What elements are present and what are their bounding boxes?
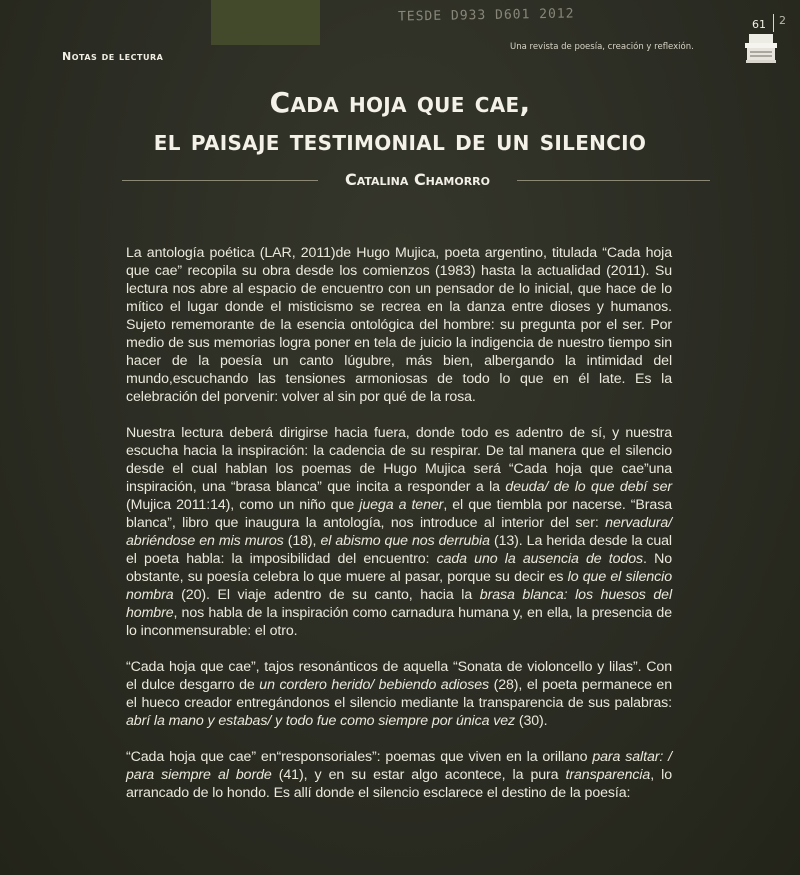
title-line-1: Cada hoja que cae,	[269, 86, 531, 119]
quoted-verse: un cordero herido/ bebiendo adioses	[259, 677, 490, 693]
body-paragraph	[126, 424, 672, 640]
quoted-verse: nervadura/ abriéndose en mis muros	[126, 515, 672, 549]
paragraph-text: (13). La herida desde la cual el poeta habla: la imposibilidad del encuentro:	[126, 533, 672, 567]
paragraph-text: (18),	[283, 533, 321, 549]
body-paragraph	[126, 748, 672, 802]
paragraph-text: (28), el poeta permanece en el hueco creador entregándonos el silencio mediante la transparencia de sus palabras:	[126, 677, 673, 711]
paragraph-text: (Mujica 2011:14), como un niño que	[126, 497, 360, 513]
paragraph-text: Nuestra lectura deberá dirigirse hacia fuera, donde todo es adentro de sí, y nuestra escucha hacia la inspiración: la cadencia de su respirar. De tal manera que el silencio desde el cual hablan los poemas de Hugo Mujica será “Cada hoja que cae”una inspiración, una “brasa blanca” que incita a responder a la	[126, 425, 672, 495]
page-number: 61	[752, 18, 766, 31]
paragraph-text: . No obstante, su poesía celebra lo que muere al pasar, porque su decir es	[126, 551, 673, 585]
body-paragraph	[126, 244, 672, 406]
quoted-verse: deuda/ de lo que debí ser	[505, 479, 672, 495]
page-number-annotation: 2	[779, 14, 786, 27]
magazine-tagline: Una revista de poesía, creación y reflexión.	[510, 42, 694, 52]
quoted-verse: juega a tener	[359, 497, 444, 513]
quoted-verse: brasa blanca: los huesos del hombre	[126, 587, 672, 621]
quoted-verse: transparencia	[565, 767, 651, 783]
paragraph-text: , lo arrancado de lo hondo. Es allí donde el silencio esclarece el destino de la poesía:	[126, 767, 672, 801]
byline	[122, 168, 710, 192]
byline-rule-left	[122, 180, 318, 181]
article-title	[0, 84, 800, 160]
quoted-verse: lo que el silencio nombra	[126, 569, 672, 603]
quoted-verse: cada uno la ausencia de todos	[436, 551, 644, 567]
paragraph-text: (41), y en su estar algo acontece, la pura	[271, 767, 566, 783]
quoted-verse: para saltar: / para siempre al borde	[126, 749, 672, 783]
paragraph-text: , el que tiembla por nacerse. “Brasa blanca”, libro que inaugura la antología, nos introduce al interior del ser:	[126, 497, 672, 531]
paragraph-text: La antología poética (LAR, 2011)de Hugo Mujica, poeta argentino, titulada “Cada hoja que cae” recopila su obra desde los comienzos (1983) hasta la actualidad (2011). Su lectura nos abre al espacio de encuentro con un pensador de lo inicial, que hace de lo mítico el lugar donde el misticismo se recrea en la danza entre dioses y humanos. Sujeto rememorante de la esencia ontológica del hombre: su pregunta por el ser. Por medio de sus memorias logra poner en tela de juicio la indigencia de nuestro tiempo sin hacer de la poesía un canto lúgubre, más bien, albergando la intimidad del mundo,escuchando las tensiones armoniosas de todo lo que en él late. Es la celebración del porvenir: volver al sin por qué de la rosa.	[126, 245, 672, 405]
paragraph-text: “Cada hoja que cae” en“responsoriales”: poemas que viven en la orillano	[126, 749, 593, 765]
article-body	[126, 244, 672, 820]
body-paragraph	[126, 658, 672, 730]
section-label: Notas de lectura	[62, 50, 164, 63]
page-number-divider	[773, 14, 774, 32]
paragraph-text: , nos habla de la inspiración como carnadura humana y, en ella, la presencia de lo inconmensurable: el otro.	[126, 605, 672, 639]
typewriter-icon	[743, 32, 779, 64]
byline-rule-right	[517, 180, 710, 181]
paragraph-text: (20). El viaje adentro de su canto, hacia la	[173, 587, 480, 603]
quoted-verse: el abismo que nos derrubia	[320, 533, 490, 549]
paragraph-text: “Cada hoja que cae”, tajos resonánticos de aquella “Sonata de violoncello y lilas”. Con el dulce desgarro de	[126, 659, 672, 693]
quoted-verse: abrí la mano y estabas/ y todo fue como siempre por única vez	[126, 713, 515, 729]
title-line-2: el paisaje testimonial de un silencio	[153, 124, 647, 157]
decorative-header-block	[211, 0, 320, 45]
library-stamp: TESDE D933 D601 2012	[397, 6, 575, 25]
paragraph-text: (30).	[515, 713, 548, 729]
author-name: Catalina Chamorro	[344, 170, 490, 189]
